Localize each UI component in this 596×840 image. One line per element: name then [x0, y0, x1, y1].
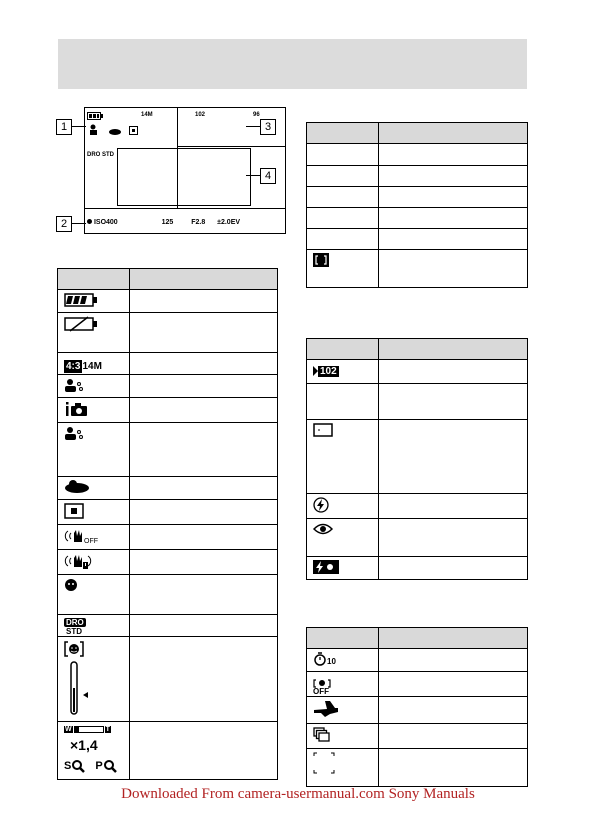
- blur-warning-icon: [64, 553, 98, 569]
- table-row: [307, 749, 379, 787]
- lcd-shutter: 125: [161, 219, 174, 226]
- table-right-bot-header-col2: [379, 628, 528, 649]
- table-row: [58, 575, 130, 615]
- table-row: [307, 420, 379, 494]
- spot-metering-icon: [64, 503, 86, 519]
- smile-shutter-icon: [64, 426, 86, 440]
- table-row: [307, 672, 379, 697]
- lcd-frame: [84, 107, 286, 234]
- dro-icon: DRO STD: [66, 618, 84, 636]
- table-row: [58, 525, 130, 550]
- table-row: [307, 649, 379, 672]
- lcd-dro: DRO STD: [87, 152, 114, 158]
- aspect-size-icon: 4:3 14M: [66, 361, 102, 372]
- table-right-mid-header-col1: [307, 339, 379, 360]
- table-row: [307, 519, 379, 557]
- magnifier-icon: [103, 759, 117, 773]
- lcd-folder: 102: [195, 112, 206, 118]
- table-row: [58, 500, 130, 525]
- table-right-top-header-col1: [307, 123, 379, 144]
- table-row: [307, 229, 379, 250]
- table-row: [58, 637, 130, 722]
- table-row: [307, 384, 379, 420]
- memory-card-icon: [313, 423, 333, 437]
- table-row: [58, 290, 130, 313]
- table-row: [307, 208, 379, 229]
- af-range-icon: [313, 752, 335, 774]
- table-row: [307, 697, 379, 724]
- landscape-icon: [64, 480, 90, 494]
- table-left: [57, 268, 278, 780]
- red-eye-icon: [313, 522, 333, 536]
- table-left-header-col2: [130, 269, 278, 290]
- zoom-scale-icon: W T ×1,4 S P: [64, 725, 124, 777]
- table-row: [58, 477, 130, 500]
- table-row: [58, 615, 130, 637]
- table-row: [307, 557, 379, 580]
- flash-charging-icon: [313, 560, 339, 574]
- table-right-bot: [306, 627, 528, 787]
- table-row: [307, 360, 379, 384]
- table-row: [58, 550, 130, 575]
- table-row: [307, 494, 379, 519]
- table-row: [307, 724, 379, 749]
- lcd-ev: ±2.0EV: [217, 219, 241, 226]
- lcd-image-size: 14M: [141, 112, 153, 118]
- intelligent-auto-icon: [64, 401, 90, 417]
- table-right-mid: [306, 338, 528, 580]
- header-band: [58, 39, 527, 89]
- table-row: [58, 313, 130, 353]
- magnifier-icon: [71, 759, 85, 773]
- self-timer-icon: 10: [313, 652, 336, 666]
- battery-icon: [64, 293, 98, 307]
- lcd-scene-icons: [89, 124, 149, 136]
- table-row: [307, 187, 379, 208]
- footer-link[interactable]: Downloaded From camera-usermanual.com Sony Manuals: [121, 786, 475, 802]
- callout-4: 4: [260, 168, 276, 184]
- svg-text:OFF: OFF: [84, 538, 98, 544]
- callout-1: 1: [56, 119, 72, 135]
- face-detect-icon: [64, 578, 80, 592]
- face-off-icon: OFF: [313, 679, 331, 696]
- steadyshot-off-icon: [64, 528, 98, 544]
- lcd-diagram: [54, 105, 286, 235]
- callout-2: 2: [56, 216, 72, 232]
- table-row: [307, 250, 379, 288]
- lcd-count: 96: [253, 112, 260, 118]
- table-row: [307, 144, 379, 166]
- lcd-aperture: F2.8: [191, 219, 206, 226]
- table-row: [58, 353, 130, 375]
- lcd-iso: ISO400: [93, 219, 118, 226]
- table-right-top-header-col2: [379, 123, 528, 144]
- table-row: [58, 398, 130, 423]
- table-right-mid-header-col2: [379, 339, 528, 360]
- table-right-top: [306, 122, 528, 288]
- battery-icon: [87, 112, 103, 120]
- table-row: [58, 375, 130, 398]
- callout-3: 3: [260, 119, 276, 135]
- af-frame-icon: [313, 253, 329, 267]
- recommend-icon: [313, 700, 339, 718]
- smile-sensitivity-icon: [64, 640, 104, 716]
- folder-icon: 102: [313, 366, 339, 377]
- table-row: [58, 423, 130, 477]
- scene-portrait-icon: [64, 378, 86, 392]
- battery-empty-icon: [64, 316, 98, 332]
- table-left-header-col1: [58, 269, 130, 290]
- flash-auto-icon: [313, 497, 329, 513]
- burst-icon: [313, 727, 331, 743]
- lcd-bottom-strip: [87, 219, 240, 226]
- table-right-bot-header-col1: [307, 628, 379, 649]
- table-row: [307, 166, 379, 187]
- table-row: [58, 722, 130, 780]
